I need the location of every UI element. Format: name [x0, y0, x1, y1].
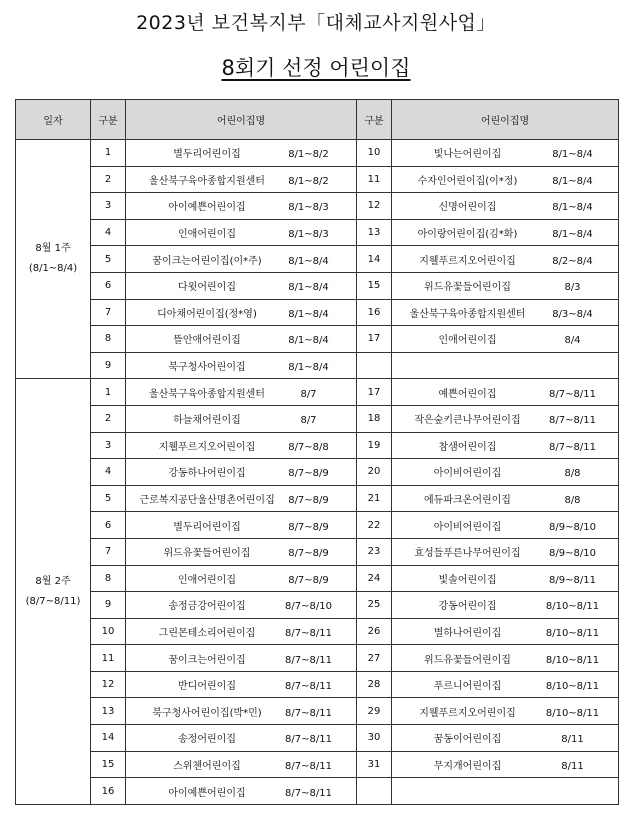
daycare-name-2: 지웰푸르지오어린이집	[419, 707, 516, 719]
daycare-name-2: 아이비어린이집	[433, 468, 502, 480]
daycare-name: 송정어린이집	[178, 734, 236, 746]
row-number: 3	[91, 432, 126, 459]
daycare-cell-2	[392, 671, 619, 698]
row-number-2: 18	[357, 405, 392, 432]
table-row	[16, 299, 619, 326]
week-range: (8/1~8/4)	[28, 263, 78, 275]
daycare-period: 8/1~8/4	[288, 335, 329, 347]
daycare-period: 8/7~8/11	[285, 654, 332, 666]
week-cell	[16, 140, 91, 379]
row-number-2: 27	[357, 645, 392, 672]
row-number-2: 31	[357, 751, 392, 778]
daycare-period: 8/7~8/9	[288, 548, 329, 560]
row-number-2: 28	[357, 671, 392, 698]
header-name: 어린이집명	[126, 100, 357, 140]
daycare-period-2: 8/7~8/11	[549, 441, 596, 453]
row-number: 6	[91, 512, 126, 539]
daycare-name: 스위첸어린이집	[173, 760, 241, 772]
daycare-period-2: 8/7~8/11	[549, 388, 596, 400]
daycare-cell	[126, 671, 357, 698]
daycare-name: 디아채어린이집(정*영)	[157, 308, 257, 320]
daycare-period-2: 8/10~8/11	[545, 601, 600, 613]
daycare-name-2: 푸르니어린이집	[433, 681, 502, 693]
table-row	[16, 193, 619, 220]
table-row	[16, 246, 619, 273]
daycare-cell	[126, 592, 357, 619]
daycare-period: 8/7~8/9	[288, 574, 329, 586]
selection-table	[15, 99, 619, 805]
daycare-cell-2	[392, 405, 619, 432]
daycare-cell-2	[392, 272, 619, 299]
daycare-name-2: 인애어린이집	[438, 335, 497, 347]
daycare-name-2: 아이랑어린이집(김*화)	[417, 229, 518, 241]
row-number: 12	[91, 671, 126, 698]
daycare-cell-2	[392, 725, 619, 752]
row-number-2: 25	[357, 592, 392, 619]
table-body	[16, 140, 619, 805]
daycare-name: 별두리어린이집	[173, 149, 241, 161]
table-row	[16, 618, 619, 645]
daycare-period: 8/1~8/4	[288, 255, 329, 267]
daycare-cell	[126, 140, 357, 167]
daycare-name: 뜰안애어린이집	[173, 335, 241, 347]
table-row	[16, 219, 619, 246]
row-number-2: 12	[357, 193, 392, 220]
daycare-name-2: 에듀파크온어린이집	[424, 495, 511, 507]
daycare-name-2: 위드유꽃들어린이집	[424, 654, 511, 666]
daycare-name-2: 위드유꽃들어린이집	[424, 282, 511, 294]
daycare-name: 위드유꽃들어린이집	[163, 548, 251, 560]
row-number-2: 19	[357, 432, 392, 459]
daycare-cell-2	[392, 485, 619, 512]
row-number: 6	[91, 272, 126, 299]
row-number: 8	[91, 565, 126, 592]
daycare-name: 꿈이크는어린이집	[168, 654, 246, 666]
daycare-period-2: 8/9~8/11	[549, 574, 596, 586]
daycare-period-2: 8/3~8/4	[552, 308, 593, 320]
row-number-2: 14	[357, 246, 392, 273]
row-number: 7	[91, 299, 126, 326]
daycare-name: 울산북구육아종합지원센터	[149, 388, 265, 400]
daycare-period-2: 8/1~8/4	[552, 149, 593, 161]
daycare-name: 꿈이크는어린이집(이*주)	[152, 255, 262, 267]
row-number-2: 26	[357, 618, 392, 645]
row-number-2	[357, 778, 392, 805]
daycare-cell-2	[392, 246, 619, 273]
daycare-name-2: 예쁜어린이집	[438, 388, 497, 400]
row-number: 10	[91, 618, 126, 645]
table-row	[16, 538, 619, 565]
row-number: 9	[91, 592, 126, 619]
row-number-2: 11	[357, 166, 392, 193]
daycare-cell-2	[392, 193, 619, 220]
row-number-2: 16	[357, 299, 392, 326]
week-cell	[16, 379, 91, 805]
daycare-period-2: 8/1~8/4	[552, 175, 593, 187]
daycare-cell	[126, 778, 357, 805]
daycare-name: 인애어린이집	[178, 574, 236, 586]
daycare-period: 8/7	[300, 388, 317, 400]
daycare-name-2: 빛솔어린이집	[438, 574, 497, 586]
daycare-name-2: 무지개어린이집	[433, 760, 502, 772]
row-number-2: 30	[357, 725, 392, 752]
daycare-cell-2	[392, 459, 619, 486]
row-number: 2	[91, 405, 126, 432]
daycare-name-2: 울산북구육아종합지원센터	[409, 308, 526, 320]
daycare-period-2: 8/11	[561, 760, 584, 772]
daycare-cell	[126, 326, 357, 353]
header-category-2: 구분	[357, 100, 392, 140]
table-row	[16, 459, 619, 486]
daycare-cell	[126, 459, 357, 486]
daycare-cell-2	[392, 512, 619, 539]
row-number-2	[357, 352, 392, 379]
table-row	[16, 379, 619, 406]
daycare-name-2: 신명어린이집	[438, 202, 497, 214]
week-label: 8월 2주	[35, 575, 71, 587]
daycare-name: 아이예쁜어린이집	[168, 202, 246, 214]
daycare-name-2: 아이비어린이집	[433, 521, 502, 533]
daycare-name-2: 빛나는어린이집	[433, 149, 502, 161]
daycare-cell-2	[392, 538, 619, 565]
daycare-period: 8/7~8/11	[285, 707, 332, 719]
row-number: 2	[91, 166, 126, 193]
table-row	[16, 272, 619, 299]
daycare-name: 별두리어린이집	[173, 521, 241, 533]
row-number-2: 22	[357, 512, 392, 539]
daycare-period-2: 8/10~8/11	[545, 681, 600, 693]
daycare-period: 8/7~8/9	[288, 521, 329, 533]
document-subtitle	[0, 52, 632, 82]
table-row	[16, 166, 619, 193]
daycare-name-2: 꿈동이어린이집	[433, 734, 502, 746]
daycare-cell	[126, 246, 357, 273]
week-label: 8월 1주	[35, 243, 71, 255]
daycare-cell	[126, 379, 357, 406]
daycare-cell-2	[392, 645, 619, 672]
daycare-period-2: 8/1~8/4	[552, 229, 593, 241]
daycare-cell-2	[392, 778, 619, 805]
table-row	[16, 432, 619, 459]
daycare-cell-2	[392, 140, 619, 167]
row-number: 11	[91, 645, 126, 672]
table-row	[16, 725, 619, 752]
row-number: 15	[91, 751, 126, 778]
row-number-2: 17	[357, 326, 392, 353]
daycare-period: 8/7~8/10	[285, 601, 332, 613]
daycare-period: 8/7~8/11	[285, 734, 332, 746]
daycare-name: 반디어린이집	[178, 681, 236, 693]
daycare-period: 8/7	[300, 415, 317, 427]
row-number: 5	[91, 246, 126, 273]
daycare-period-2: 8/2~8/4	[552, 255, 593, 267]
table-row	[16, 778, 619, 805]
table-row	[16, 485, 619, 512]
table-row	[16, 405, 619, 432]
document-title: 2023년 보건복지부「대체교사지원사업」	[136, 12, 496, 34]
daycare-cell	[126, 751, 357, 778]
daycare-period: 8/1~8/2	[288, 175, 329, 187]
row-number: 8	[91, 326, 126, 353]
daycare-period-2: 8/10~8/11	[545, 627, 600, 639]
row-number: 1	[91, 379, 126, 406]
row-number: 16	[91, 778, 126, 805]
daycare-cell	[126, 618, 357, 645]
table-row	[16, 698, 619, 725]
daycare-period-2: 8/9~8/10	[549, 521, 596, 533]
daycare-name: 북구청사어린이집	[168, 362, 246, 374]
row-number-2: 17	[357, 379, 392, 406]
row-number-2: 21	[357, 485, 392, 512]
row-number-2: 29	[357, 698, 392, 725]
daycare-period-2: 8/10~8/11	[545, 654, 600, 666]
header-name-2: 어린이집명	[392, 100, 619, 140]
daycare-name-2: 별하나어린이집	[433, 627, 502, 639]
daycare-name-2: 강동어린이집	[438, 601, 497, 613]
daycare-cell	[126, 432, 357, 459]
daycare-period-2: 8/9~8/10	[549, 548, 596, 560]
week-range: (8/7~8/11)	[25, 595, 81, 607]
table-row	[16, 326, 619, 353]
daycare-cell	[126, 538, 357, 565]
table-row	[16, 352, 619, 379]
daycare-period: 8/7~8/9	[288, 495, 329, 507]
daycare-period: 8/1~8/3	[288, 202, 329, 214]
row-number: 4	[91, 219, 126, 246]
daycare-period-2: 8/1~8/4	[552, 202, 593, 214]
daycare-cell-2	[392, 379, 619, 406]
daycare-period: 8/1~8/3	[288, 229, 329, 241]
table-row	[16, 751, 619, 778]
daycare-period: 8/7~8/11	[285, 760, 332, 772]
daycare-period-2: 8/10~8/11	[545, 707, 600, 719]
daycare-cell	[126, 512, 357, 539]
row-number-2: 23	[357, 538, 392, 565]
daycare-name: 다윗어린이집	[178, 282, 236, 294]
daycare-cell-2	[392, 751, 619, 778]
daycare-period: 8/7~8/11	[285, 627, 332, 639]
daycare-cell-2	[392, 592, 619, 619]
daycare-cell	[126, 565, 357, 592]
daycare-cell-2	[392, 432, 619, 459]
daycare-period-2: 8/8	[564, 495, 581, 507]
row-number-2: 20	[357, 459, 392, 486]
daycare-name-2: 지웰푸르지오어린이집	[419, 255, 516, 267]
row-number: 4	[91, 459, 126, 486]
table-row	[16, 565, 619, 592]
daycare-cell-2	[392, 219, 619, 246]
table-row	[16, 671, 619, 698]
row-number: 1	[91, 140, 126, 167]
daycare-period: 8/1~8/4	[288, 308, 329, 320]
row-number: 9	[91, 352, 126, 379]
daycare-cell	[126, 219, 357, 246]
daycare-period: 8/7~8/8	[288, 441, 329, 453]
daycare-cell-2	[392, 698, 619, 725]
daycare-period-2: 8/3	[564, 282, 581, 294]
daycare-cell	[126, 352, 357, 379]
daycare-cell-2	[392, 618, 619, 645]
daycare-name-2: 효성들푸른나무어린이집	[414, 548, 521, 560]
daycare-name: 하늘채어린이집	[173, 415, 241, 427]
header-category: 구분	[91, 100, 126, 140]
daycare-period-2: 8/8	[564, 468, 581, 480]
daycare-period: 8/7~8/9	[288, 468, 329, 480]
row-number-2: 13	[357, 219, 392, 246]
daycare-name: 강동하나어린이집	[168, 468, 246, 480]
row-number: 7	[91, 538, 126, 565]
daycare-period: 8/1~8/2	[288, 149, 329, 161]
row-number: 5	[91, 485, 126, 512]
row-number-2: 10	[357, 140, 392, 167]
daycare-name: 아이예쁜어린이집	[168, 787, 246, 799]
daycare-name-2: 수자인어린이집(이*정)	[417, 175, 518, 187]
row-number-2: 24	[357, 565, 392, 592]
daycare-cell-2	[392, 326, 619, 353]
daycare-period: 8/1~8/4	[288, 282, 329, 294]
daycare-cell	[126, 725, 357, 752]
daycare-name: 근로복지공단울산명촌어린이집	[139, 495, 275, 507]
header-date: 일자	[16, 100, 91, 140]
daycare-period: 8/1~8/4	[288, 362, 329, 374]
row-number-2: 15	[357, 272, 392, 299]
daycare-name: 송정금강어린이집	[168, 601, 246, 613]
daycare-cell-2	[392, 565, 619, 592]
daycare-name-2: 작은숲키큰나무어린이집	[414, 415, 521, 427]
daycare-cell	[126, 299, 357, 326]
daycare-cell	[126, 698, 357, 725]
table-row	[16, 592, 619, 619]
daycare-name: 그린몬테소리어린이집	[158, 627, 256, 639]
daycare-cell	[126, 645, 357, 672]
daycare-name: 인애어린이집	[178, 229, 236, 241]
daycare-cell	[126, 166, 357, 193]
daycare-name-2: 참샘어린이집	[438, 441, 497, 453]
daycare-cell	[126, 405, 357, 432]
daycare-period: 8/7~8/11	[285, 681, 332, 693]
daycare-name: 북구청사어린이집(박*민)	[152, 707, 262, 719]
daycare-period-2: 8/4	[564, 335, 581, 347]
daycare-cell	[126, 272, 357, 299]
row-number: 14	[91, 725, 126, 752]
daycare-period-2: 8/7~8/11	[549, 415, 596, 427]
table-header-row	[16, 100, 619, 140]
daycare-period-2: 8/11	[561, 734, 584, 746]
subtitle-text: 8회기 선정 어린이집	[221, 56, 411, 80]
daycare-cell	[126, 193, 357, 220]
daycare-cell-2	[392, 166, 619, 193]
daycare-name: 지웰푸르지오어린이집	[158, 441, 256, 453]
row-number: 3	[91, 193, 126, 220]
daycare-cell	[126, 485, 357, 512]
daycare-name: 울산북구육아종합지원센터	[149, 175, 265, 187]
table-row	[16, 512, 619, 539]
table-row	[16, 140, 619, 167]
daycare-period: 8/7~8/11	[285, 787, 332, 799]
row-number: 13	[91, 698, 126, 725]
daycare-cell-2	[392, 299, 619, 326]
daycare-cell-2	[392, 352, 619, 379]
table-row	[16, 645, 619, 672]
